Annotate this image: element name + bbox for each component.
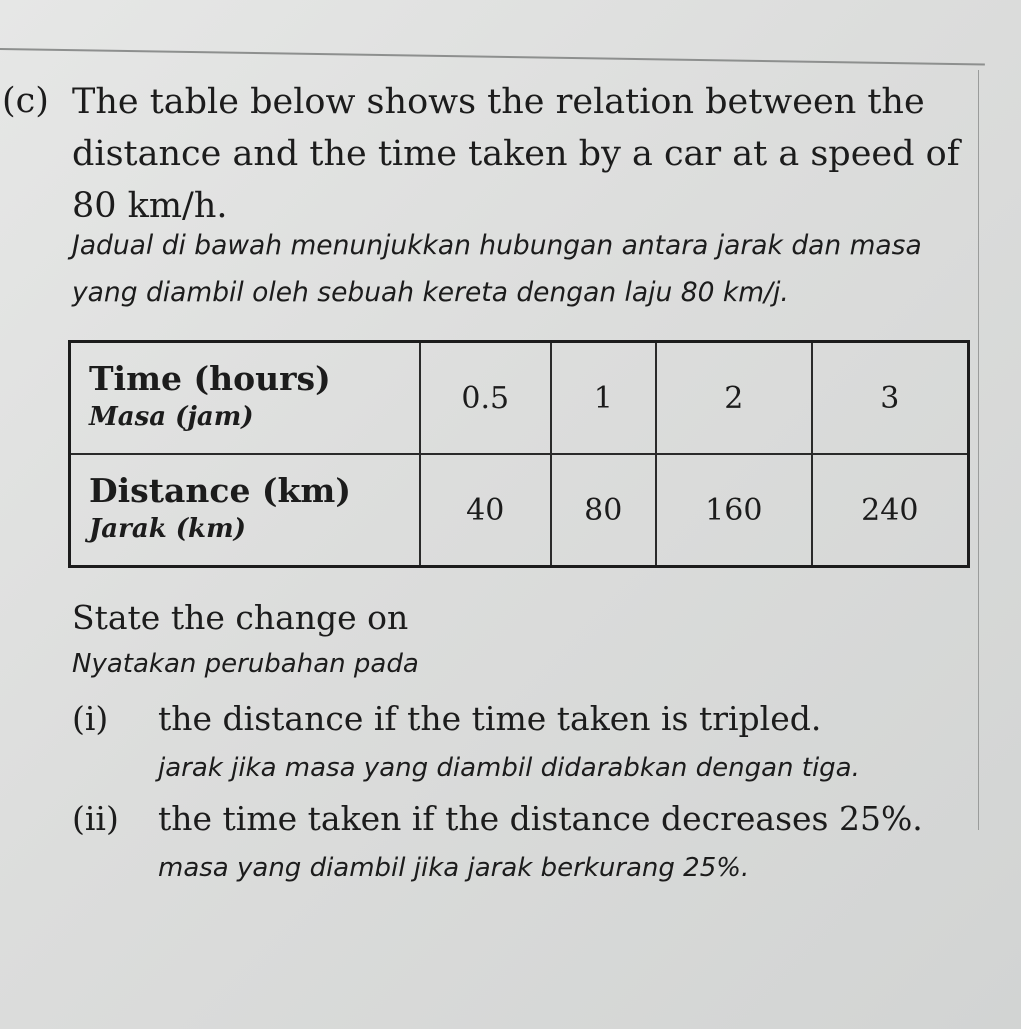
table-row-distance: [70, 454, 969, 567]
table-cell: 160: [656, 454, 812, 567]
part-text: the distance if the time taken is tripled.: [158, 699, 822, 738]
part-i-english: [72, 696, 821, 742]
question-stem-malay: Jadual di bawah menunjukkan hubungan antara jarak dan masa yang diambil oleh sebuah kereta dengan laju 80 km/j.: [72, 230, 922, 308]
row-header-malay: Masa (jam): [89, 402, 254, 432]
row-header-english: Time (hours): [89, 359, 331, 398]
row-header-english: Distance (km): [89, 471, 351, 510]
part-number: (ii): [72, 799, 119, 838]
instruction-english: State the change on: [72, 598, 409, 637]
table-cell: 1: [551, 342, 656, 455]
row-header-time: [70, 342, 421, 455]
table-cell: 80: [551, 454, 656, 567]
time-distance-table: [68, 340, 970, 568]
part-text: the time taken if the distance decreases 25%.: [158, 799, 923, 838]
part-ii-malay: masa yang diambil jika jarak berkurang 25%.: [158, 853, 750, 883]
part-number: (i): [72, 699, 109, 738]
row-header-malay: Jarak (km): [89, 514, 246, 544]
table-cell: 40: [420, 454, 551, 567]
part-i-malay: jarak jika masa yang diambil didarabkan dengan tiga.: [158, 753, 860, 783]
question-stem-english: The table below shows the relation between the distance and the time taken by a car at a speed of 80 km/h.: [72, 82, 960, 226]
table-cell: 2: [656, 342, 812, 455]
table-cell: 3: [812, 342, 969, 455]
table-cell: 0.5: [420, 342, 551, 455]
question-label: (c): [2, 81, 49, 121]
row-header-distance: [70, 454, 421, 567]
page-margin-line: [978, 70, 979, 830]
instruction-malay: Nyatakan perubahan pada: [72, 649, 419, 679]
part-ii-english: [72, 796, 923, 842]
page-divider-line: [0, 48, 985, 65]
table-row-time: [70, 342, 969, 455]
table-cell: 240: [812, 454, 969, 567]
